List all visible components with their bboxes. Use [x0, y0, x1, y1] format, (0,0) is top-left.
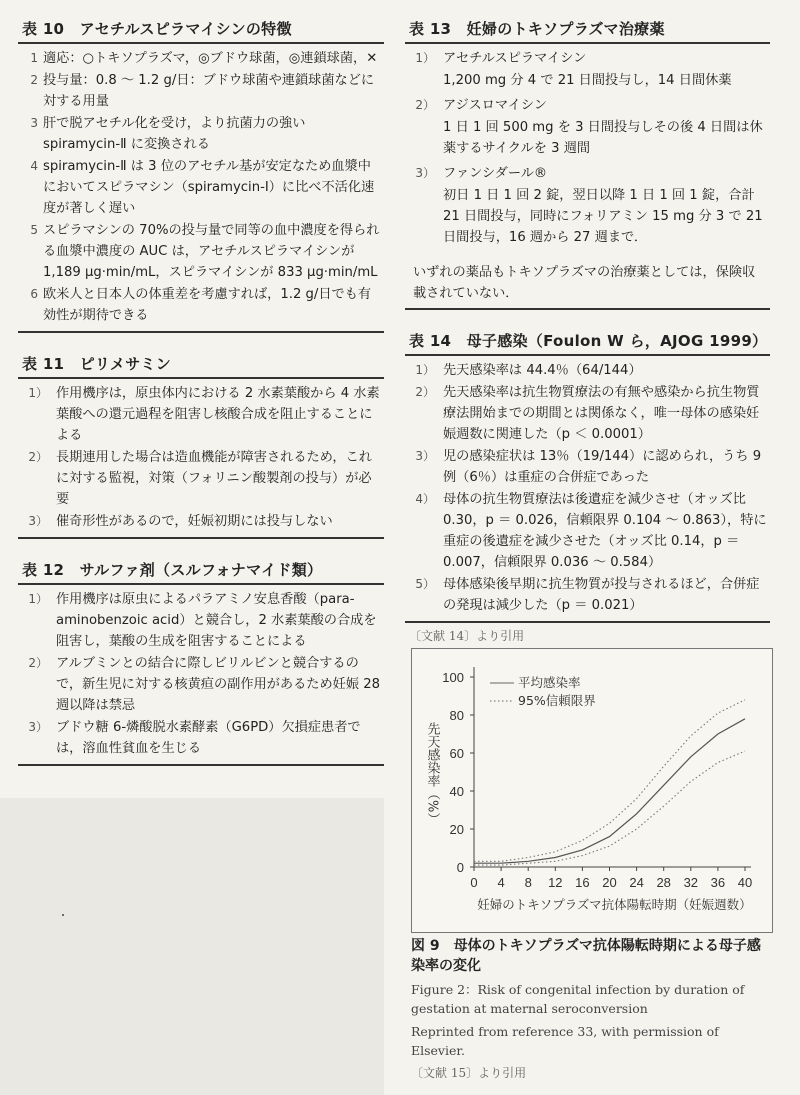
item-number: 4: [30, 159, 38, 173]
list-item: [405, 489, 770, 573]
item-text: 催奇形性があるので，妊娠初期には投与しない: [56, 514, 333, 529]
list-item: [18, 447, 384, 510]
y-axis-label: 先天感染率（%）: [424, 722, 440, 826]
item-text: 作用機序は，原虫体内における 2 水素葉酸から 4 水素葉酸への還元過程を阻害し核酸合成を阻止することによる: [56, 386, 380, 443]
drug-name: アジスロマイシン: [443, 98, 547, 113]
item-text: spiramycin-Ⅱ は 3 位のアセチル基が安定なため血漿中においてスピラマシン（spiramycin-Ⅰ）に比べ不活化速度が著しく遅い: [43, 159, 375, 216]
list-item: [18, 220, 384, 283]
item-number: 3）: [415, 449, 435, 463]
item-number: 2: [30, 73, 38, 87]
list-item: [18, 156, 384, 219]
item-number: 3）: [415, 166, 435, 180]
figure9-english-caption: Figure 2：Risk of congenital infection by duration of gestation at maternal seroconversion: [411, 982, 745, 1016]
item-text: 投与量：0.8 ～ 1.2 g/日：ブドウ球菌や連鎖球菌などに対する用量: [43, 73, 375, 109]
list-item: [405, 360, 770, 381]
drug-name: アセチルスピラマイシン: [443, 51, 587, 66]
drug-regimen: 1 日 1 回 500 mg を 3 日間投与しその後 4 日間は休薬するサイクルを 3 週間: [443, 120, 763, 156]
y-tick-label: 100: [442, 670, 464, 685]
item-number: 6: [30, 287, 38, 301]
x-tick-label: 28: [656, 875, 671, 890]
list-item: [18, 383, 384, 446]
table11-title: 表 11 ピリメサミン: [22, 355, 172, 373]
table13-note: いずれの薬品もトキソプラズマの治療薬としては，保険収載されていない．: [413, 265, 756, 301]
list-item: [405, 48, 770, 69]
item-text: 先天感染率は 44.4％（64/144）: [443, 363, 642, 378]
y-tick-label: 20: [449, 822, 464, 837]
item-number: 1: [30, 51, 38, 65]
y-tick-label: 60: [449, 746, 464, 761]
item-text: 先天感染率は抗生物質療法の有無や感染から抗生物質療法開始までの期間とは関係なく，唯一母体の感染妊娠週数に関連した（p ＜ 0.0001）: [443, 385, 760, 442]
x-tick-label: 16: [575, 875, 590, 890]
table11: [18, 347, 384, 539]
item-text: アルブミンとの結合に際しビリルビンと競合するので，新生児に対する核黄疸の副作用があるため妊娠 28 週以降は禁忌: [56, 656, 381, 713]
list-item: [18, 284, 384, 326]
item-number: 2）: [28, 450, 48, 464]
divider: [18, 764, 384, 766]
table13-items: [405, 44, 770, 256]
item-text: 児の感染症状は 13％（19/144）に認められ，うち 9 例（6％）は重症の合併症であった: [443, 449, 762, 485]
drug-regimen: 1,200 mg 分 4 で 21 日間投与し，14 日間休薬: [443, 73, 732, 88]
table12-items: [18, 585, 384, 764]
figure9-reprint-note: Reprinted from reference 33, with permission of Elsevier.: [411, 1024, 719, 1058]
blank-gray-area: [0, 798, 384, 1095]
list-item: [405, 446, 770, 488]
list-item: [18, 70, 384, 112]
x-tick-label: 4: [497, 875, 505, 890]
x-tick-label: 8: [524, 875, 532, 890]
item-number: 2）: [415, 385, 435, 399]
item-number: 1）: [415, 363, 435, 377]
table10-items: [18, 44, 384, 331]
list-item: [405, 574, 770, 616]
speck: [62, 914, 64, 916]
drug-regimen: 初日 1 日 1 回 2 錠，翌日以降 1 日 1 回 1 錠，合計 21 日間投与，同時にフォリアミン 15 mg 分 3 で 21 日間投与，16 週から 27 週まで．: [443, 188, 763, 245]
figure9-citation: 〔文献 15〕より引用: [411, 1066, 527, 1080]
list-item: [405, 95, 770, 116]
x-axis-label: 妊婦のトキソプラズマ抗体陽転時期（妊娠週数）: [477, 897, 752, 912]
x-tick-label: 32: [683, 875, 699, 890]
item-number: 5: [30, 223, 38, 237]
table14-title: 表 14 母子感染（Foulon W ら，AJOG 1999）: [409, 332, 768, 350]
figure9-title: 図 9 母体のトキソプラズマ抗体陽転時期による母子感染率の変化: [411, 938, 761, 974]
table12: [18, 553, 384, 766]
item-number: 1）: [415, 51, 435, 65]
item-number: 2）: [28, 656, 48, 670]
item-text: 母体の抗生物質療法は後遺症を減少させ（オッズ比 0.30，p ＝ 0.026，信頼限界 0.104 ～ 0.863），特に重症の後遺症を減少させた（オッズ比 0.14，p ＝ 0.007，信頼限界 0.036 ～ 0.584）: [443, 492, 767, 570]
x-tick-label: 0: [470, 875, 478, 890]
left-column: [18, 0, 384, 766]
item-text: ブドウ糖 6-燐酸脱水素酵素（G6PD）欠損症患者では，溶血性貧血を生じる: [56, 720, 361, 756]
item-text: スピラマシンの 70%の投与量で同等の血中濃度を得られる血漿中濃度の AUC は，アセチルスピラマイシンが 1,189 μg·min/mL，スピラマイシンが 833 μg·min/mL: [43, 223, 380, 280]
list-item: [18, 48, 384, 69]
x-tick-label: 36: [710, 875, 726, 890]
table12-title: 表 12 サルファ剤（スルフォナマイド類）: [22, 561, 323, 579]
figure9-caption: [411, 936, 771, 1081]
table10-title: 表 10 アセチルスピラマイシンの特徴: [22, 20, 292, 38]
item-number: 5）: [415, 577, 435, 591]
item-number: 1）: [28, 592, 48, 606]
table13: [405, 12, 770, 310]
item-number: 1）: [28, 386, 48, 400]
legend-label: 95%信頼限界: [518, 693, 596, 708]
item-text: 母体感染後早期に抗生物質が投与されるほど，合併症の発現は減少した（p ＝ 0.021）: [443, 577, 760, 613]
table14-citation: 〔文献 14〕より引用: [409, 629, 525, 643]
figure9-chart-box: [411, 648, 773, 933]
item-number: 4）: [415, 492, 435, 506]
figure9-chart: [412, 649, 772, 932]
drug-name: ファンシダール®: [443, 166, 548, 181]
legend-label: 平均感染率: [518, 675, 581, 690]
series-line: [474, 751, 745, 865]
item-text: 長期連用した場合は造血機能が障害されるため，これに対する監視，対策（フォリニン酸製剤の投与）が必要: [56, 450, 372, 507]
y-tick-label: 0: [456, 860, 464, 875]
table11-items: [18, 379, 384, 537]
item-number: 3: [30, 116, 38, 130]
x-tick-label: 24: [629, 875, 644, 890]
item-text: 欧米人と日本人の体重差を考慮すれば，1.2 g/日でも有効性が期待できる: [43, 287, 372, 323]
series-line: [474, 719, 745, 863]
y-tick-label: 80: [449, 708, 464, 723]
item-text: 肝で脱アセチル化を受け，より抗菌力の強い spiramycin-Ⅱ に変換される: [43, 116, 306, 152]
item-number: 3）: [28, 720, 48, 734]
x-tick-label: 20: [602, 875, 617, 890]
item-number: 2）: [415, 98, 435, 112]
list-item: [18, 653, 384, 716]
list-item: [18, 589, 384, 652]
table14: [405, 324, 770, 644]
y-tick-label: 40: [449, 784, 464, 799]
table14-items: [405, 356, 770, 621]
x-tick-label: 40: [737, 875, 753, 890]
list-item: [18, 113, 384, 155]
x-tick-label: 12: [548, 875, 563, 890]
table10: [18, 12, 384, 333]
right-column: [405, 0, 770, 644]
list-item: [18, 511, 384, 532]
list-item: [405, 382, 770, 445]
list-item: [405, 163, 770, 184]
item-text: 作用機序は原虫によるパラアミノ安息香酸（para-aminobenzoic acid）と競合し，2 水素葉酸の合成を阻害し，葉酸の生成を阻害することによる: [56, 592, 377, 649]
table13-title: 表 13 妊婦のトキソプラズマ治療薬: [409, 20, 665, 38]
item-text: 適応：○トキソプラズマ，◎ブドウ球菌，◎連鎖球菌，✕: [43, 51, 378, 66]
list-item: [18, 717, 384, 759]
item-number: 3）: [28, 514, 48, 528]
